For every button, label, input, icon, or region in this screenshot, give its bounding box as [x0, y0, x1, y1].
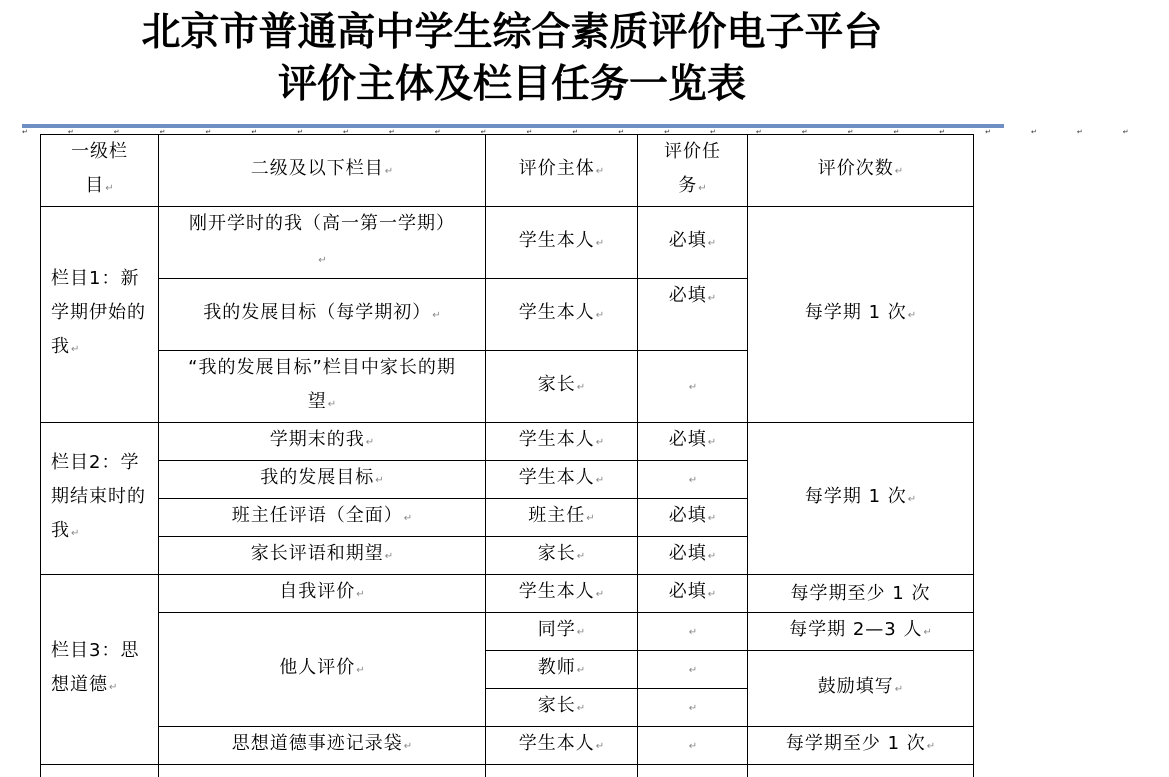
table-cell: [159, 765, 486, 777]
header-col3: 评价主体↵: [486, 135, 638, 207]
table-cell: 家长↵: [486, 537, 638, 575]
table-cell: 必填↵: [638, 575, 748, 613]
section1-freq: 每学期 1 次↵: [748, 207, 974, 423]
section1-label: 栏目1：新学期伊始的我↵: [41, 207, 159, 423]
table-cell: 必填↵: [638, 279, 748, 351]
table-cell: 学期末的我↵: [159, 423, 486, 461]
table-cell: 刚开学时的我（高一第一学期）↵: [159, 207, 486, 279]
table-cell: 必填↵: [638, 423, 748, 461]
table-cell: ↵: [638, 613, 748, 651]
section2-label: 栏目2：学期结束时的我↵: [41, 423, 159, 575]
table-cell: [748, 765, 974, 777]
table-row: [41, 207, 974, 279]
header-row: [41, 135, 974, 207]
table-cell: 班主任评语（全面）↵: [159, 499, 486, 537]
section2-freq: 每学期 1 次↵: [748, 423, 974, 575]
table-cell: 我的发展目标↵: [159, 461, 486, 499]
table-cell: ↵: [638, 727, 748, 765]
table-cell: 必填↵: [638, 499, 748, 537]
table-cell: 我的发展目标（每学期初）↵: [159, 279, 486, 351]
table-cell: ↵: [638, 651, 748, 689]
table-cell: 家长↵: [486, 689, 638, 727]
table-cell: 同学↵: [486, 613, 638, 651]
table-cell: “我的发展目标”栏目中家长的期望↵: [159, 351, 486, 423]
header-col5: 评价次数↵: [748, 135, 974, 207]
ruler-marks: ↵↵↵↵↵↵↵↵↵↵↵↵↵↵↵↵↵↵↵↵↵↵↵↵↵: [22, 128, 1004, 134]
page-subtitle: 评价主体及栏目任务一览表: [0, 62, 1024, 108]
table-cell: ↵: [638, 461, 748, 499]
table-cell: [41, 765, 159, 777]
table-row: [41, 613, 974, 651]
others-eval-cell: 他人评价↵: [159, 613, 486, 727]
table-cell: 学生本人↵: [486, 423, 638, 461]
table-cell: [638, 765, 748, 777]
header-col4: 评价任务↵: [638, 135, 748, 207]
table-cell: 学生本人↵: [486, 727, 638, 765]
table-cell: 家长↵: [486, 351, 638, 423]
table-cell: 家长评语和期望↵: [159, 537, 486, 575]
page-title: 北京市普通高中学生综合素质评价电子平台: [0, 10, 1024, 56]
table-cell: [486, 765, 638, 777]
section3-label: 栏目3：思想道德↵: [41, 575, 159, 765]
table-row: [41, 575, 974, 613]
table-cell: 班主任↵: [486, 499, 638, 537]
table-cell: 自我评价↵: [159, 575, 486, 613]
table-row: [41, 727, 974, 765]
table-row: [41, 423, 974, 461]
table-cell: 鼓励填写↵: [748, 651, 974, 727]
table-cell: ↵: [638, 351, 748, 423]
table-row: [41, 765, 974, 777]
evaluation-table: [40, 134, 974, 777]
table-cell: 学生本人↵: [486, 279, 638, 351]
table-cell: 学生本人↵: [486, 207, 638, 279]
header-col1: 一级栏目↵: [41, 135, 159, 207]
table-cell: ↵: [638, 689, 748, 727]
header-col2: 二级及以下栏目↵: [159, 135, 486, 207]
table-cell: 教师↵: [486, 651, 638, 689]
table-cell: 必填↵: [638, 207, 748, 279]
table-cell: 思想道德事迹记录袋↵: [159, 727, 486, 765]
table-cell: 每学期 2—3 人↵: [748, 613, 974, 651]
table-cell: 必填↵: [638, 537, 748, 575]
table-cell: 每学期至少 1 次↵: [748, 727, 974, 765]
table-cell: 每学期至少 1 次: [748, 575, 974, 613]
table-cell: 学生本人↵: [486, 461, 638, 499]
table-cell: 学生本人↵: [486, 575, 638, 613]
